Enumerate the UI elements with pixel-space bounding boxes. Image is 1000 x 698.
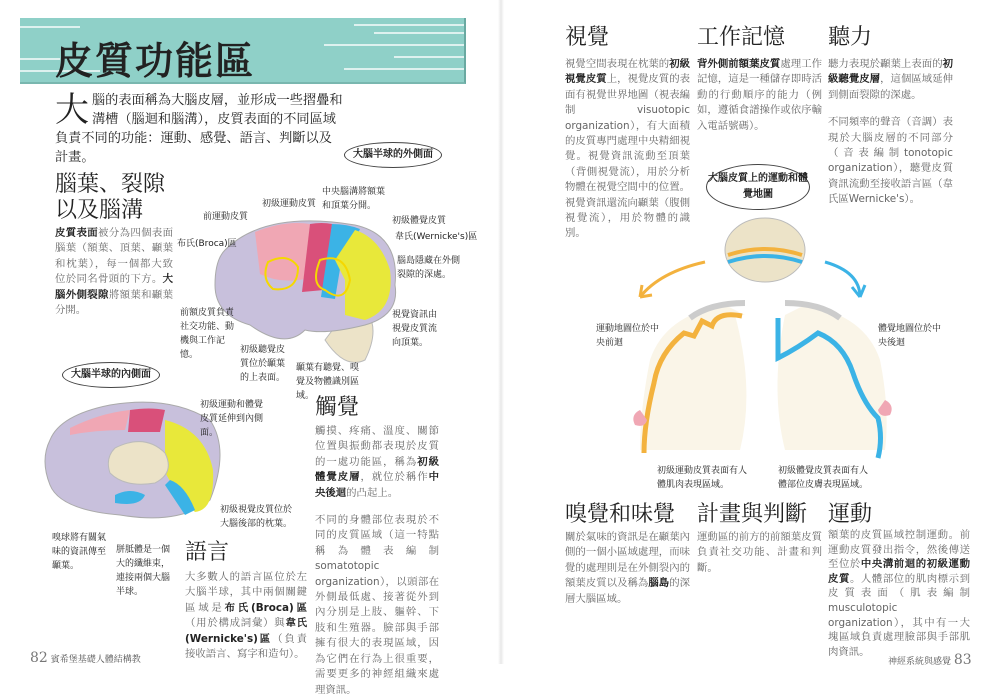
maps-bubble: 大腦皮質上的運動和體覺地圖 [706,164,810,210]
page-title: 皮質功能區 [55,39,256,83]
label-insula: 腦島隱藏在外側裂隙的深處。 [397,256,461,280]
lobes-paragraph: 皮質表面被分為四個表面腦葉（額葉、頂葉、顳葉和枕葉），每一個都大致位於同名骨頭的下方。大腦外側裂隙將額葉和顳葉分開。 [55,227,174,317]
label-sensory-map: 體覺地圖位於中央後迴 [878,324,942,348]
label-visual-flow: 視覺資訊由視覺皮質流向頂葉。 [392,310,438,348]
hearing-paragraph-2: 不同頻率的聲音（音調）表現於大腦皮層的不同部分（音表編制tonotopic organization），聽覺皮質資訊流動至接收語言區（韋氏區Wernicke's）。 [828,116,953,206]
vision-heading: 視覺 [565,25,610,50]
label-olfactory: 嗅球將有關氣味的資訊傳至顳葉。 [52,533,107,571]
hearing-heading: 聽力 [828,25,873,50]
label-motor-map: 運動地圖位於中央前迴 [596,324,660,348]
working-memory-paragraph: 背外側前額葉皮質處理工作記憶，這是一種儲存即時活動的行動順序的能力（例如，遵循食譜操作或依序輸入電話號碼）。 [697,58,823,132]
language-paragraph: 大多數人的語言區位於左大腦半球，其中兩個關鍵區域是布氏(Broca)區（用於構成詞彙）與韋氏(Wernicke's)區（負責接收語言、寫字和造句）。 [185,571,308,661]
language-heading: 語言 [185,540,230,565]
smell-taste-paragraph: 關於氣味的資訊是在顳葉內側的一個小區域處理，而味覺的處理則是在外側裂內的額葉皮質以及稱為腦島的深層大腦區域。 [565,531,691,605]
touch-heading: 觸覺 [315,395,360,420]
smell-taste-heading: 嗅覺和味覺 [565,502,676,527]
drop-cap: 大 [55,90,89,130]
intro-paragraph: 大腦的表面稱為大腦皮層，並形成一些摺疊和溝槽（腦迴和腦溝），皮質表面的不同區域負責不同的功能：運動、感覺、語言、判斷以及計畫。 [55,90,343,165]
hearing-paragraph: 聽力表現於顳葉上表面的初級聽覺皮層，這個區域延伸到側面裂隙的深處。 不同頻率的聲音（音調）表現於大腦皮層的不同部分（音表編制tonotopic organization），聽覺皮質資訊流動至接收語言區（韋氏區Wernicke's）。 [828,57,953,208]
label-somatosensory: 初級體覺皮質 [392,216,447,226]
label-primary-motor: 初級運動皮質 [262,199,317,209]
touch-paragraph: 觸摸、疼痛、溫度、關節位置與振動都表現於皮質的一處功能區，稱為初級體覺皮層，就位於稱作中央後迴的凸起上。 不同的身體部位表現於不同的皮質區域（這一特點稱為體表編制somatotopic organization），以頭部在外側最低處、接著從外到內分別是上肢、軀幹、下肢和生殖器。臉部與手部擁有很大的表現區域，因為它們在行為上很重要，需要更多的神經組織來處理資訊。 [315,424,439,698]
planning-heading: 計畫與判斷 [697,502,808,527]
left-footer: 82 賓希堡基礎人體結構教 [30,650,141,666]
label-temporal: 顳葉有聽覺、嗅覺及物體識別區域。 [296,363,360,401]
label-broca: 布氏(Broca)區 [177,239,237,249]
planning-paragraph: 運動區的前方的前額葉皮質負責社交功能、計畫和判斷。 [697,531,822,574]
label-central-sulcus: 中央腦溝將額葉和頂葉分開。 [322,187,386,211]
label-corpus-callosum: 胼胝體是一個大的纖維束，連接兩個大腦半球。 [116,545,171,597]
label-auditory: 初級聽覺皮質位於顳葉的上表面。 [240,345,286,383]
movement-paragraph: 額葉的皮質區域控制運動。前運動皮質發出指令，然後傳送至位於中央溝前迴的初級運動皮質。人體部位的肌肉標示到皮質表面（肌表編制 musculotopic organization），其中有一大塊區域負責處理臉部與手部肌肉資訊。 [828,529,971,658]
lateral-view-bubble: 大腦半球的外側面 [344,142,442,168]
label-visual-medial: 初級視覺皮質位於大腦後部的枕葉。 [220,505,293,529]
label-motor-caption: 初級運動皮質表面有人體肌肉表現區域。 [657,466,748,490]
label-sensory-caption: 初級體覺皮質表面有人體部位皮膚表現區域。 [778,466,869,490]
medial-view-bubble: 大腦半球的內側面 [62,362,160,388]
label-motor-sensory-medial: 初級運動和體覺皮質延伸到內側面。 [200,400,264,438]
label-premotor: 前運動皮質 [203,212,249,222]
vision-paragraph: 視覺空間表現在枕葉的初級視覺皮質上，視覺皮質的表面有視覺世界地圖（視表編制visuotopic organization），有大面積的皮質專門處理中央精細視覺。視覺資訊流動至頂葉（背側視覺流），用於分析物體在視覺空間中的位置。視覺資訊還流向顳葉（腹側視覺流），用於物體的識別。 [565,58,691,240]
lobes-heading: 腦葉、裂隙以及腦溝 [55,172,166,223]
touch-paragraph-2: 不同的身體部位表現於不同的皮質區域（這一特點稱為體表編制somatotopic organization），以頭部在外側最低處、接著從外到內分別是上肢、軀幹、下肢和生殖器。臉部與手部擁有很大的表現區域，因為它們在行為上很重要，需要更多的神經組織來處理資訊。 [315,514,439,696]
movement-heading: 運動 [828,502,873,527]
label-prefrontal: 前額皮質負責社交功能、動機與工作記憶。 [180,308,235,360]
right-footer: 神經系統與感覺 83 [888,652,972,668]
label-wernicke: 韋氏(Wernicke's)區 [395,232,478,242]
working-memory-heading: 工作記憶 [697,25,786,50]
